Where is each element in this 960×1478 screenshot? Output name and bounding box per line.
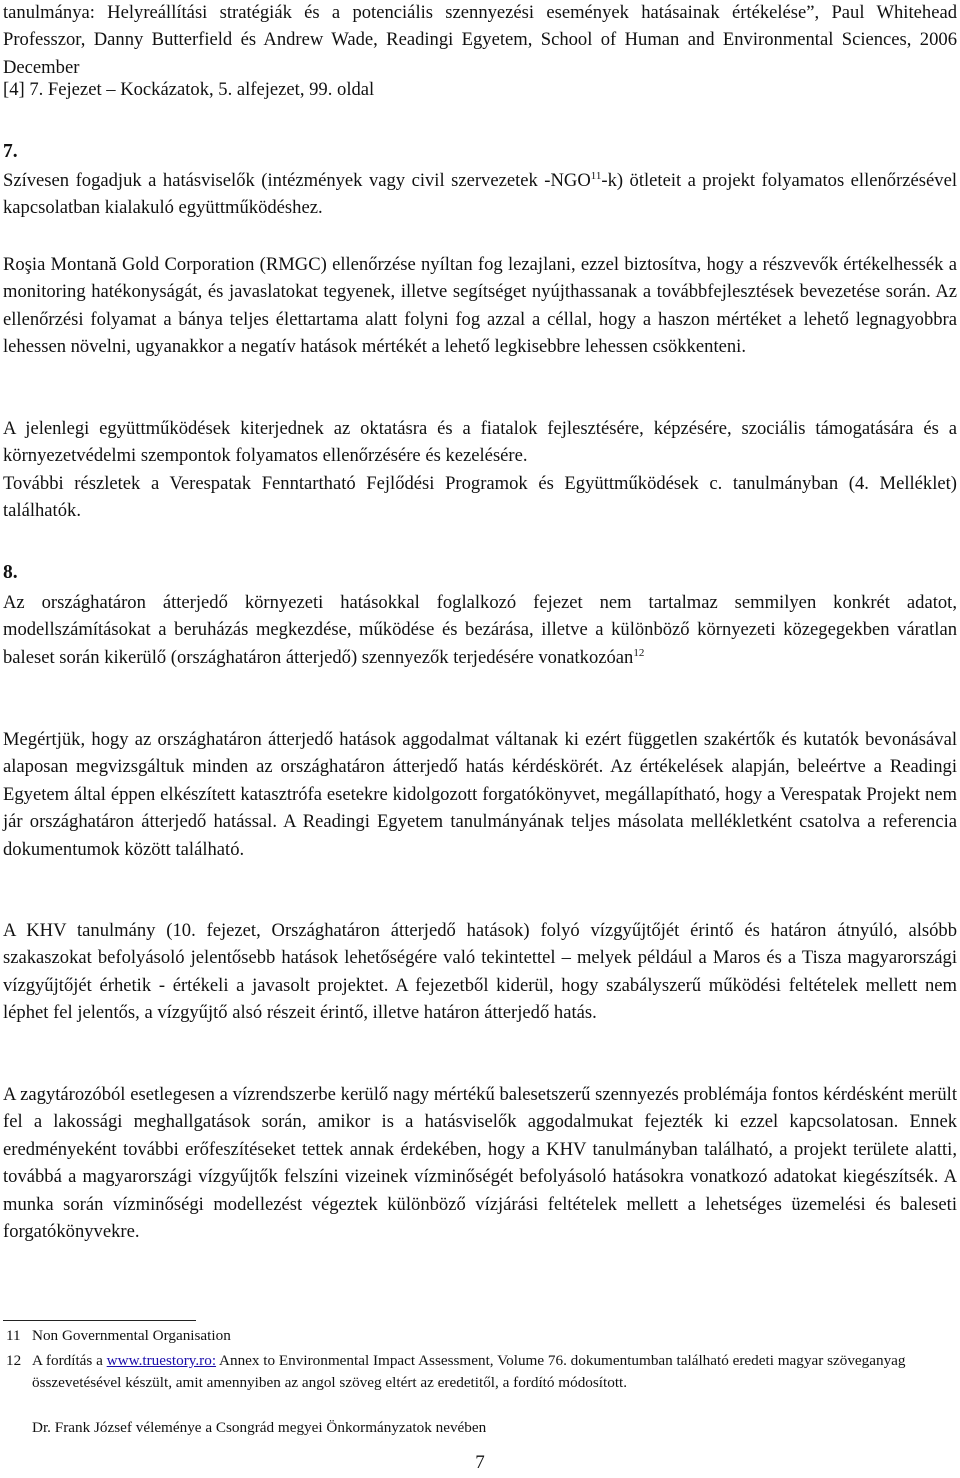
section-7-paragraph-1 xyxy=(3,167,957,222)
truestory-link[interactable]: www.truestory.ro: xyxy=(106,1352,217,1369)
footnote-11-text: Non Governmental Organisation xyxy=(32,1327,231,1344)
s7p3-text-b: További részletek a Verespatak Fenntartható Fejlődési Programok és Együttműködések c. tanulmányban (4. Melléklet) találhatók. xyxy=(3,472,957,522)
footnote-author: Dr. Frank József véleménye a Csongrád megyei Önkormányzatok nevében xyxy=(32,1419,487,1436)
section-7-paragraph-2 xyxy=(3,251,957,361)
footnote-12-text-b: Annex to Environmental Impact Assessment, Volume 76. dokumentumban található eredeti magyar szöveganyag összevetésével készült, amit amennyiben az angol szöveg eltért az eredetitől, a fordító módosított. xyxy=(32,1352,906,1391)
citation-ref-text: [4] 7. Fejezet – Kockázatok, 5. alfejezet, 99. oldal xyxy=(3,79,375,100)
section-8-paragraph-2 xyxy=(3,726,957,863)
footnote-12 xyxy=(6,1350,946,1394)
footnote-ref-12[interactable]: 12 xyxy=(633,646,645,659)
section-8-paragraph-1 xyxy=(3,589,957,671)
s8p1-text: Az országhatáron átterjedő környezeti hatásokkal foglalkozó fejezet nem tartalmaz semmilyen konkrét adatot, modellszámításokat a beruházás megkezdése, működése és bezárása, illetve a különböző környezeti közegegekben váratlan baleset során kikerülő (országhatáron átterjedő) szennyezők terjedésére vonatkozóan xyxy=(3,592,957,668)
footnote-ref-11[interactable]: 11 xyxy=(590,170,602,182)
s8p2-text: Megértjük, hogy az országhatáron átterjedő hatások aggodalmat váltanak ki ezért független szakértők és kutatók bevonásával alaposan megvizsgáltuk minden az országhatáron átterjedő hatás kérdéskörét. Az értékelések alapján, beleértve a Readingi Egyetem által éppen elkészített katasztrófa esetekre kidolgozott forgatókönyvet, megállapítható, hogy a Verespatak Projekt nem jár országhatáron átterjedő hatással. A Readingi Egyetem tanulmányának teljes másolata mellékletként csatolva a referencia dokumentumok között található. xyxy=(3,729,957,860)
footnote-12-number: 12 xyxy=(6,1352,22,1369)
s7p2-text: Roşia Montană Gold Corporation (RMGC) ellenőrzése nyíltan fog lezajlani, ezzel biztosítva, hogy a részvevők értékelhessék a monitoring hatékonyságát, és javaslatokat tegyenek, illetve segítséget nyújthassanak a továbbfejlesztések bevezetése során. Az ellenőrzési folyamat a bánya teljes élettartama alatt folyni fog azzal a céllal, hogy a haszon mértéket a lehető legnagyobbra lehessen növelni, ugyanakkor a negatív hatások mértékét a lehető legkisebbre lehessen csökkenteni. xyxy=(3,254,957,358)
s8p3-text: A KHV tanulmány (10. fejezet, Országhatáron átterjedő hatások) folyó vízgyűjtőjét érintő és határon átnyúló, alsóbb szakaszokat befolyásoló jelentősebb hatások lehetőségére való tekintettel – melyek például a Maros és a Tisza magyarországi vízgyűjtőjét érhetik - értékeli a javasolt projektet. A fejezetből kiderül, hogy szabályszerű működési feltételek mellett nem léphet fel jelentős, a vízgyűjtő alsó részeit érintő, illetve határon átterjedő hatás. xyxy=(3,920,957,1024)
citation-reference xyxy=(3,76,957,103)
section-8-paragraph-3 xyxy=(3,917,957,1027)
section-8-paragraph-4 xyxy=(3,1081,957,1245)
section-7-heading: 7. xyxy=(3,141,18,162)
citation-paragraph xyxy=(3,0,957,81)
footnote-11-number: 11 xyxy=(6,1327,21,1344)
section-8-heading: 8. xyxy=(3,562,18,583)
s7p1-text-a: Szívesen fogadjuk a hatásviselők (intézmények vagy civil szervezetek -NGO xyxy=(3,170,591,191)
s8p4-text: A zagytározóból esetlegesen a vízrendszerbe kerülő nagy mértékű balesetszerű szennyezés problémája fontos kérdésként merült fel a lakossági meghallgatások során, amikor is a hatásviselők aggodalmukat fejezték ki ezzel kapcsolatosan. Ennek eredményeként további erőfeszítéseket tettek annak érdekében, hogy a KHV tanulmányban található, a projekt területe alatti, továbbá a magyarországi vízgyűjtők felszíni vizeinek vízminőségét befolyásoló hatásokra vonatkozó adatokat kiegészítsék. A munka során vízminőségi modellezést végeztek különböző vízjárási feltételek mellett a lehetséges üzemelési és baleseti forgatókönyvekre. xyxy=(3,1084,957,1243)
section-7-paragraph-3 xyxy=(3,415,957,525)
s7p1-text-b: -k) ötleteit a projekt folyamatos ellenőrzésével kapcsolatban kialakuló együttműködéshez. xyxy=(3,170,957,219)
citation-text: tanulmánya: Helyreállítási stratégiák és a potenciális szennyezési események hatásainak értékelése”, Paul Whitehead Professzor, Danny Butterfield és Andrew Wade, Readingi Egyetem, School of Human and Environmental Sciences, 2006 December xyxy=(3,2,957,78)
footnote-11 xyxy=(6,1325,946,1347)
page-number: 7 xyxy=(475,1452,485,1473)
s7p3-text-a: A jelenlegi együttműködések kiterjednek az oktatásra és a fiatalok fejlesztésére, képzésére, szociális támogatására és a környezetvédelmi szempontok folyamatos ellenőrzésére és kezelésére. xyxy=(3,418,957,467)
footnote-12-text-a: A fordítás a xyxy=(32,1352,107,1369)
footnote-separator xyxy=(3,1320,196,1321)
